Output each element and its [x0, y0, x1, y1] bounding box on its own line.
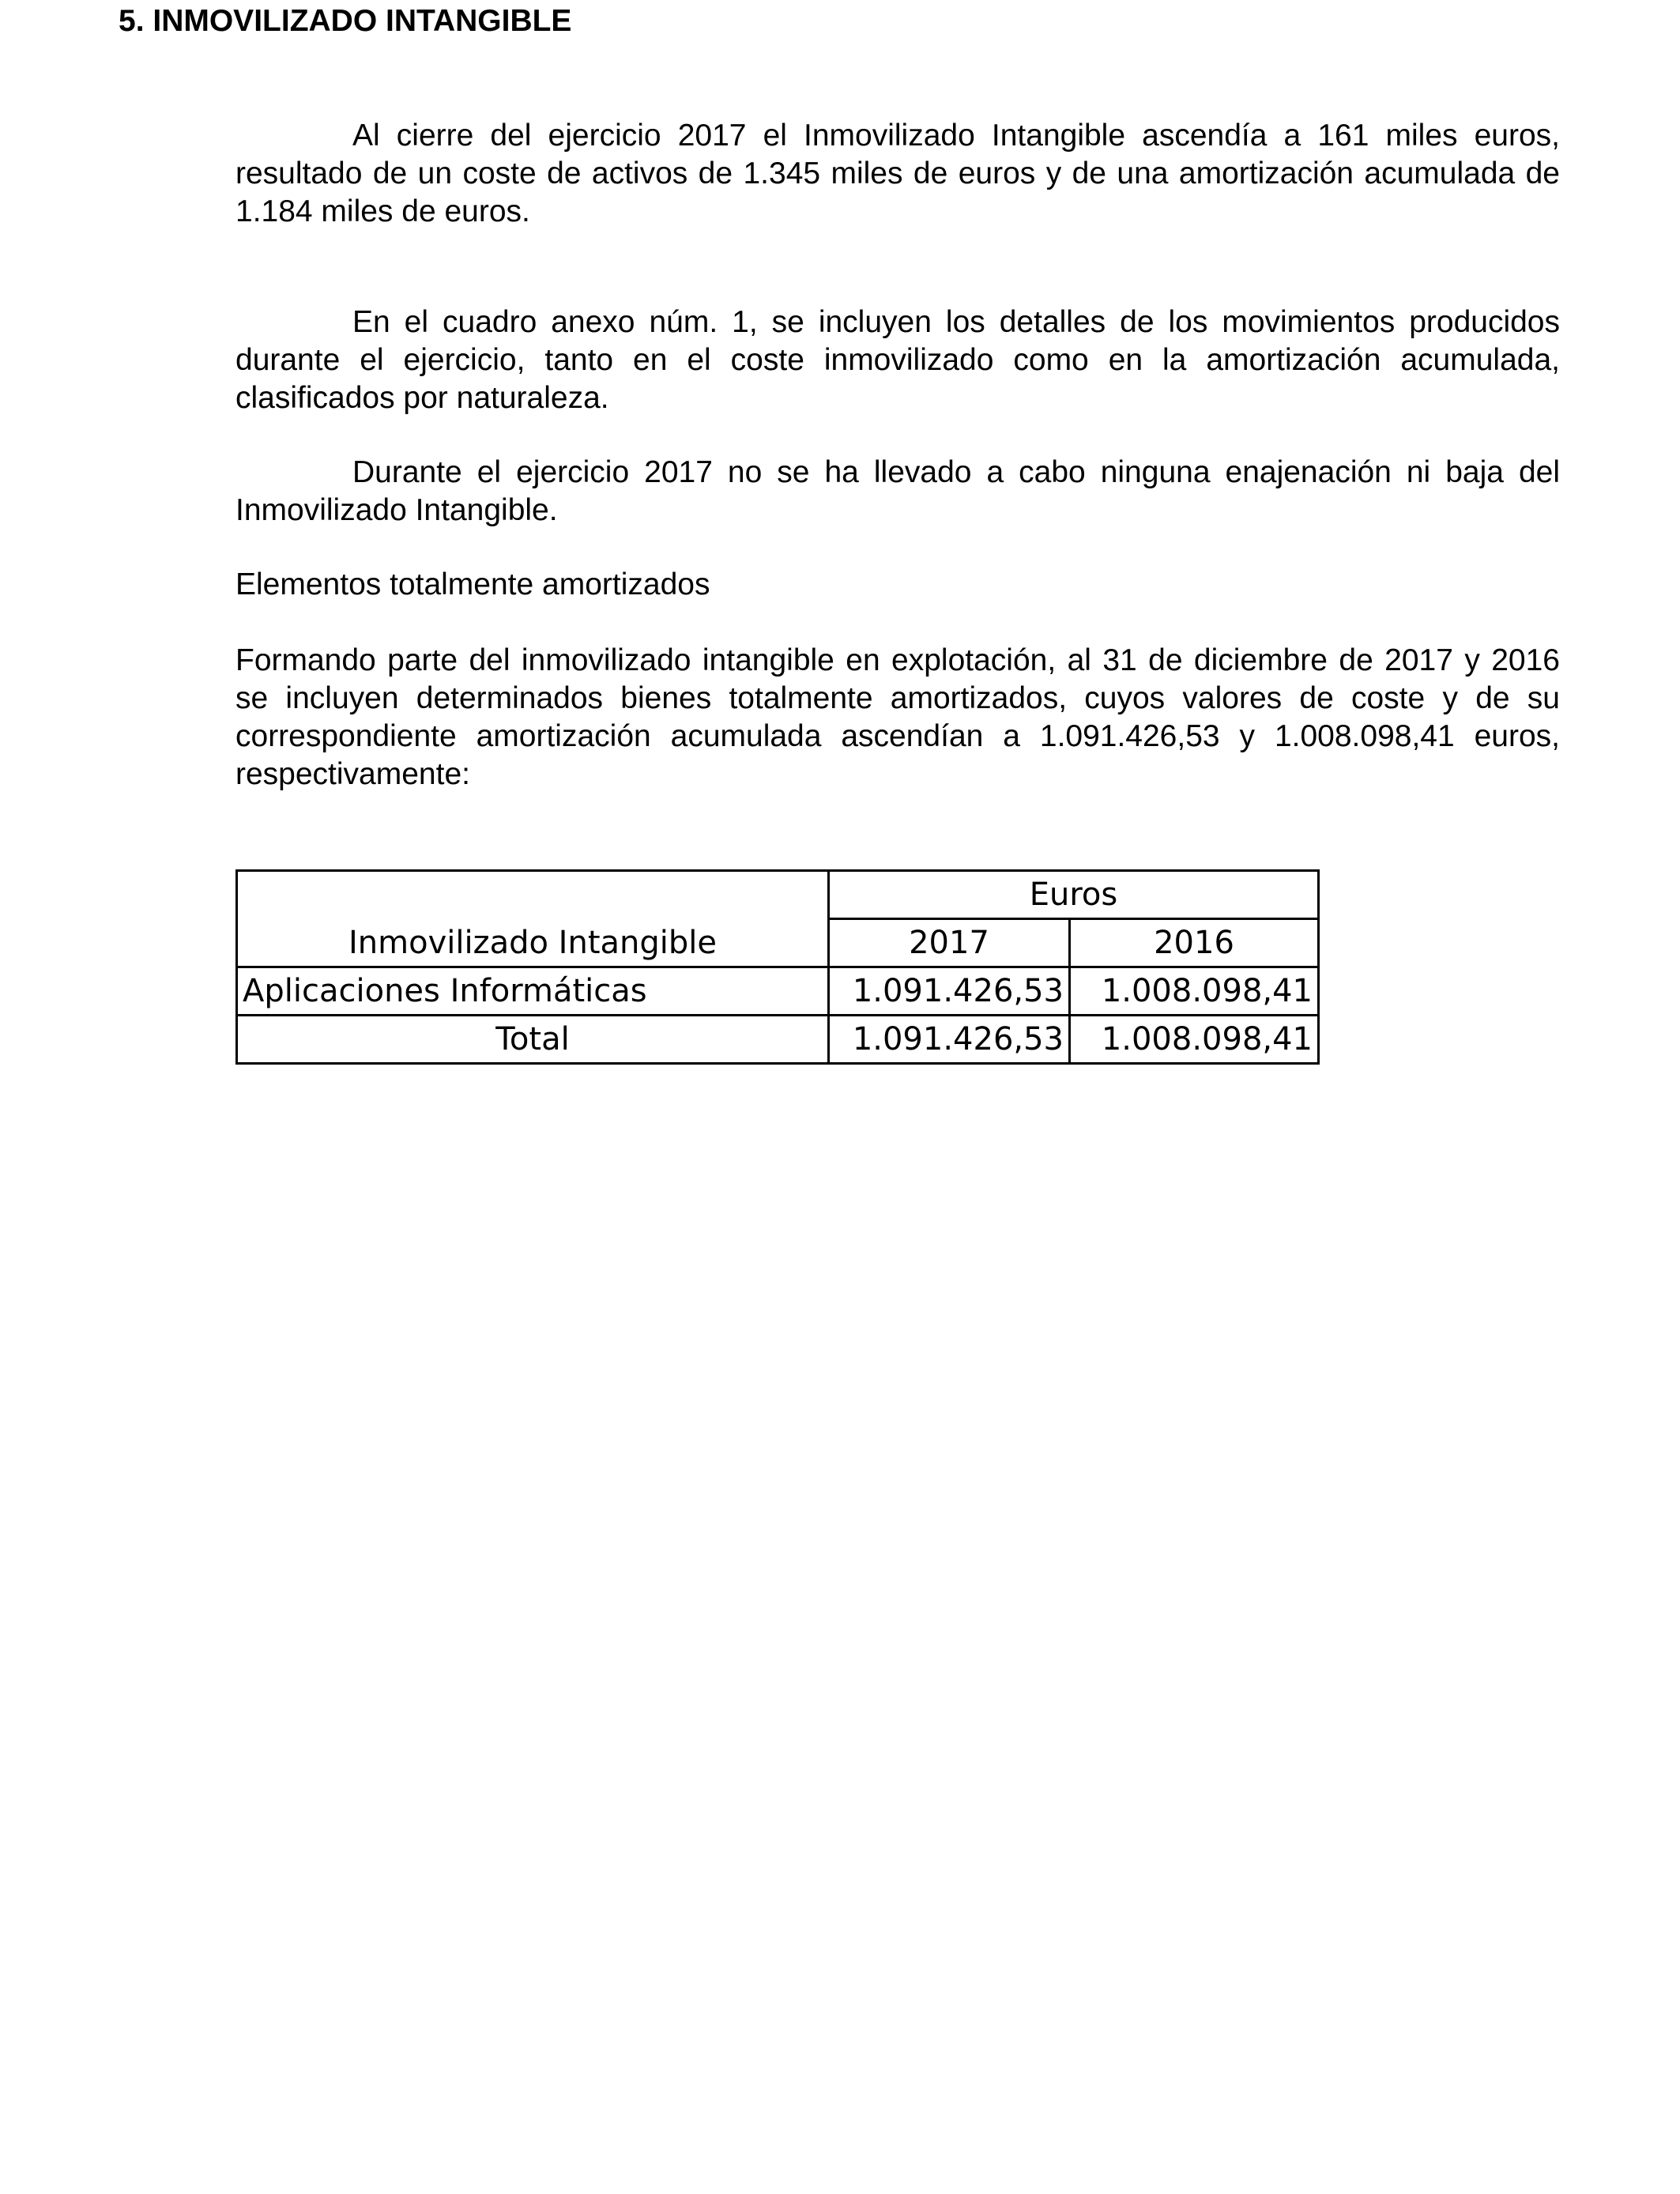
paragraph-no-disposals: Durante el ejercicio 2017 no se ha llevado a cabo ninguna enajenación ni baja del Inmovilizado Intangible.: [235, 455, 1560, 527]
total-value-2017: 1.091.426,53: [829, 1016, 1070, 1064]
paragraph-closing-balance: Al cierre del ejercicio 2017 el Inmovilizado Intangible ascendía a 161 miles euros, resultado de un coste de activos de 1.345 miles de euros y de una amortización acumulada de 1.184 miles de euros.: [235, 119, 1560, 228]
amortized-assets-table-wrapper: [235, 869, 1320, 1065]
row-value-2017: 1.091.426,53: [829, 967, 1070, 1016]
total-value-2016: 1.008.098,41: [1070, 1016, 1319, 1064]
paragraph-annex-reference: En el cuadro anexo núm. 1, se incluyen los detalles de los movimientos producidos durante el ejercicio, tanto en el coste inmovilizado como en la amortización acumulada, clasificados por naturaleza.: [235, 305, 1560, 415]
header-year-2016: 2016: [1070, 919, 1319, 967]
table-row: [237, 967, 1319, 1016]
table-header-row-2: [237, 919, 1319, 967]
header-empty-cell: [237, 871, 829, 919]
header-euros: Euros: [829, 871, 1319, 919]
header-inmovilizado-intangible: Inmovilizado Intangible: [237, 919, 829, 967]
section-heading: 5. INMOVILIZADO INTANGIBLE: [119, 4, 572, 38]
header-year-2017: 2017: [829, 919, 1070, 967]
table-header-row-1: [237, 871, 1319, 919]
paragraph-fully-amortized: Formando parte del inmovilizado intangible en explotación, al 31 de diciembre de 2017 y 2016 se incluyen determinados bienes totalmente amortizados, cuyos valores de coste y de su correspondiente amortización acumulada ascendían a 1.091.426,53 y 1.008.098,41 euros, respectivamente:: [235, 643, 1560, 791]
amortized-assets-table: [235, 869, 1320, 1065]
subheading-fully-amortized: Elementos totalmente amortizados: [235, 567, 710, 601]
table-row-total: [237, 1016, 1319, 1064]
row-label-total: Total: [237, 1016, 829, 1064]
row-label-aplicaciones: Aplicaciones Informáticas: [237, 967, 829, 1016]
row-value-2016: 1.008.098,41: [1070, 967, 1319, 1016]
